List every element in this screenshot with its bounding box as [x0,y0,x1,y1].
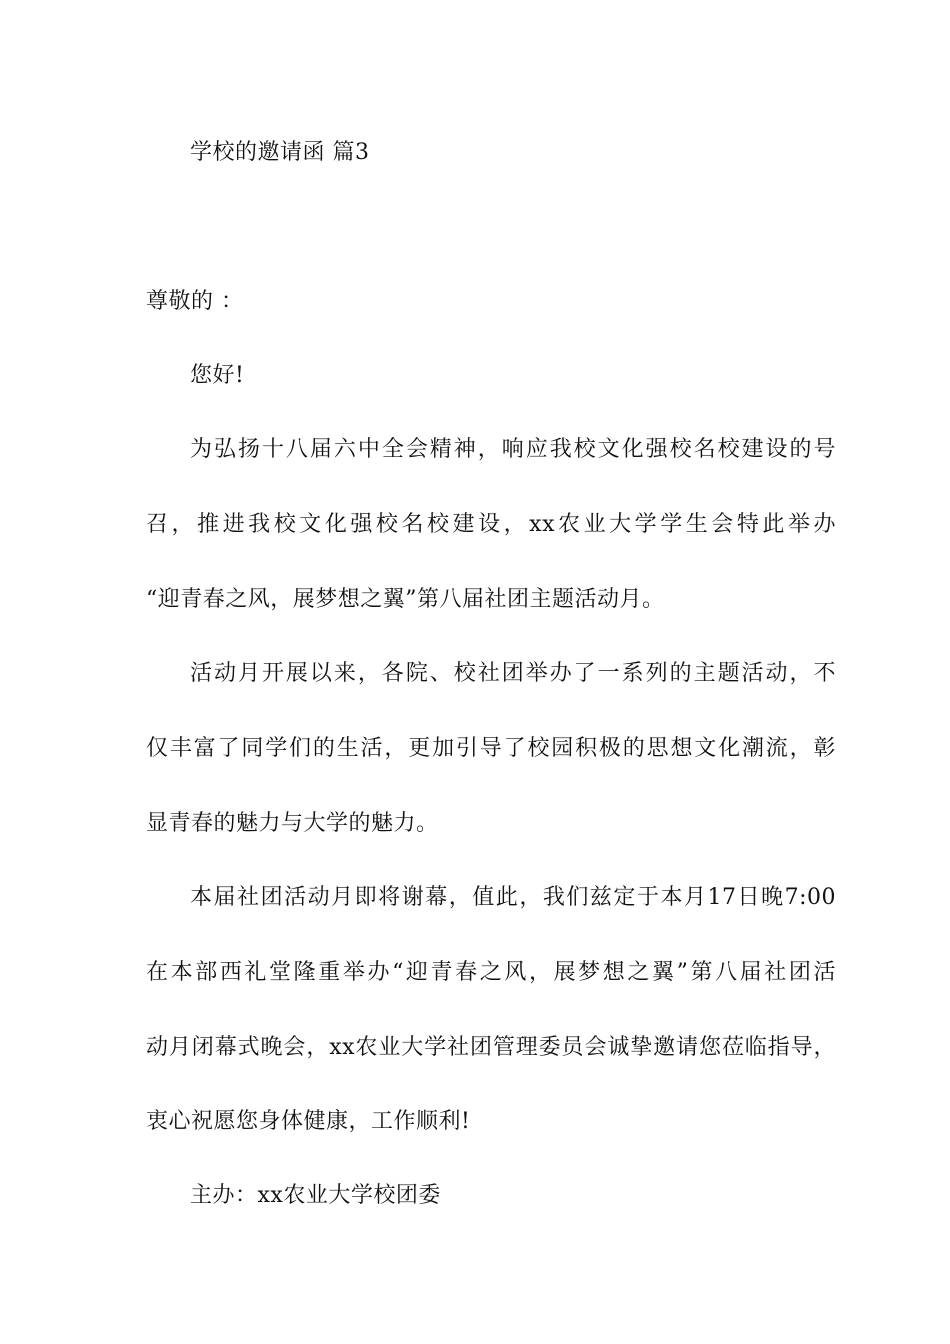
paragraph-line: 在本部西礼堂隆重举办“迎青春之风，展梦想之翼”第八届社团活 [146,960,836,985]
salutation: 尊敬的 ： [146,289,244,314]
paragraph-line: 动月闭幕式晚会，xx农业大学社团管理委员会诚挚邀请您莅临指导， [146,1035,836,1060]
paragraph-line: 仅丰富了同学们的生活，更加引导了校园积极的思想文化潮流，彰 [146,736,836,761]
greeting: 您好! [190,363,245,388]
paragraph-line: 本届社团活动月即将谢幕，值此，我们兹定于本月17日晚7:00 [190,885,836,910]
paragraph-line: 衷心祝愿您身体健康，工作顺利! [146,1109,471,1134]
organizer: 主办：xx农业大学校团委 [190,1183,441,1208]
paragraph-line: 活动月开展以来，各院、校社团举办了一系列的主题活动，不 [190,661,836,686]
paragraph-line: 召，推进我校文化强校名校建设，xx农业大学学生会特此举办 [146,512,836,537]
paragraph-line: 为弘扬十八届六中全会精神，响应我校文化强校名校建设的号 [190,437,836,462]
document-title: 学校的邀请函 篇3 [190,140,370,165]
paragraph-line: 显青春的魅力与大学的魅力。 [146,811,439,836]
paragraph-line: “迎青春之风，展梦想之翼”第八届社团主题活动月。 [146,587,665,612]
